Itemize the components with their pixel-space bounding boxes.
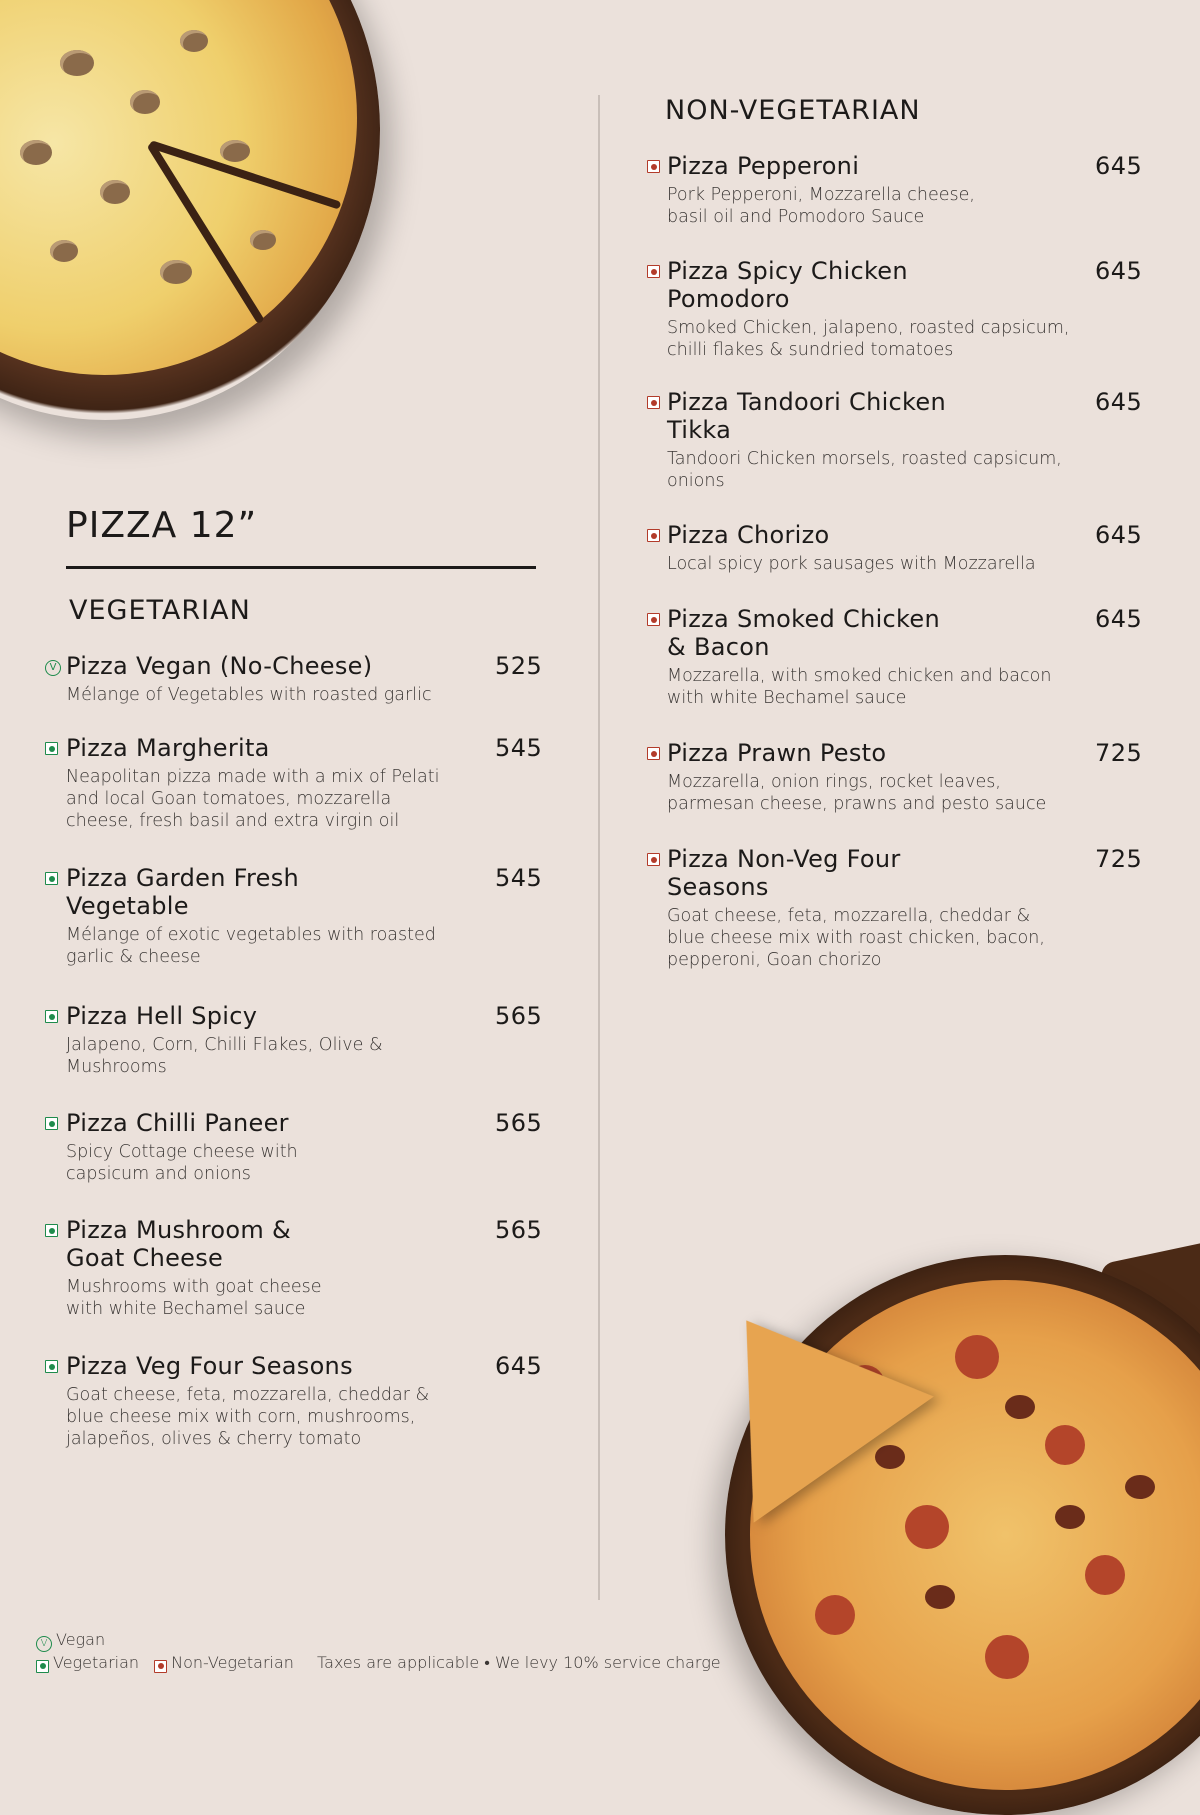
menu-item-price: 565 (495, 1002, 543, 1030)
veg-icon (36, 1660, 49, 1673)
menu-item-description: Mozzarella, with smoked chicken and bacon with white Bechamel sauce (667, 666, 1052, 708)
menu-item-price: 645 (1095, 521, 1143, 549)
legend-nonveg-label: Non-Vegetarian (171, 1653, 294, 1672)
nonveg-icon (647, 613, 660, 626)
mushroom-topping (180, 30, 208, 52)
menu-item-description: Goat cheese, feta, mozzarella, cheddar & blue cheese mix with roast chicken, bacon, pepperoni, Goan chorizo (667, 906, 1045, 970)
menu-item-name: Pizza Hell Spicy (66, 1002, 258, 1030)
menu-item (66, 1109, 543, 1185)
menu-item-name: Pizza Mushroom & Goat Cheese (66, 1216, 292, 1272)
page-title: PIZZA 12” (66, 505, 258, 546)
pepperoni-topping (815, 1595, 855, 1635)
pepperoni-topping (955, 1335, 999, 1379)
menu-item-name: Pizza Chilli Paneer (66, 1109, 289, 1137)
legend-vegan (36, 1630, 105, 1652)
menu-item-description: Neapolitan pizza made with a mix of Pelati and local Goan tomatoes, mozzarella cheese, fresh basil and extra virgin oil (66, 767, 440, 831)
menu-item-price: 545 (495, 864, 543, 892)
legend-veg-label: Vegetarian (53, 1653, 140, 1672)
menu-item-description: Goat cheese, feta, mozzarella, cheddar & blue cheese mix with corn, mushrooms, jalapeños, olives & cherry tomato (66, 1385, 430, 1449)
menu-item-name: Pizza Prawn Pesto (667, 739, 887, 767)
menu-item-price: 725 (1095, 739, 1143, 767)
nonvegetarian-heading: NON-VEGETARIAN (665, 95, 921, 126)
menu-item-price: 525 (495, 652, 543, 680)
column-divider (598, 95, 600, 1600)
menu-item (66, 652, 543, 706)
mushroom-topping (130, 90, 160, 114)
menu-item (667, 388, 1143, 492)
menu-item-price: 645 (1095, 152, 1143, 180)
menu-item-name: Pizza Vegan (No-Cheese) (66, 652, 373, 680)
menu-item (667, 845, 1143, 971)
veg-icon (45, 1010, 58, 1023)
menu-item-name: Pizza Margherita (66, 734, 270, 762)
vegetarian-heading: VEGETARIAN (69, 595, 251, 626)
menu-item-description: Mélange of Vegetables with roasted garlic (66, 685, 432, 705)
mushroom-topping (220, 140, 250, 162)
menu-item-price: 545 (495, 734, 543, 762)
nonveg-icon (647, 529, 660, 542)
menu-item-name: Pizza Garden Fresh Vegetable (66, 864, 300, 920)
nonveg-icon (647, 853, 660, 866)
menu-item-name: Pizza Veg Four Seasons (66, 1352, 353, 1380)
menu-item-description: Local spicy pork sausages with Mozzarella (667, 554, 1036, 574)
veg-icon (45, 1360, 58, 1373)
nonveg-icon (647, 396, 660, 409)
nonveg-icon (647, 747, 660, 760)
mushroom-topping (50, 240, 78, 262)
menu-item-price: 725 (1095, 845, 1143, 873)
menu-item (66, 1002, 543, 1078)
veg-icon (45, 1224, 58, 1237)
legend-types (36, 1653, 721, 1673)
menu-item (667, 739, 1143, 815)
menu-item-description: Spicy Cottage cheese with capsicum and onions (66, 1142, 298, 1184)
menu-item-description: Pork Pepperoni, Mozzarella cheese, basil oil and Pomodoro Sauce (667, 185, 975, 227)
menu-item (66, 1352, 543, 1450)
mushroom-topping (20, 140, 52, 165)
veg-icon (45, 742, 58, 755)
menu-item-description: Tandoori Chicken morsels, roasted capsicum, onions (667, 449, 1062, 491)
menu-item-name: Pizza Chorizo (667, 521, 830, 549)
menu-item-name: Pizza Tandoori Chicken Tikka (667, 388, 946, 444)
vegan-icon: V (45, 660, 61, 676)
nonveg-icon (154, 1660, 167, 1673)
mushroom-topping (250, 230, 276, 250)
pepperoni-topping (985, 1635, 1029, 1679)
nonveg-icon (647, 160, 660, 173)
menu-item-price: 645 (1095, 388, 1143, 416)
chorizo-topping (875, 1445, 905, 1469)
menu-item (667, 521, 1143, 575)
menu-item-description: Smoked Chicken, jalapeno, roasted capsicum, chilli flakes & sundried tomatoes (667, 318, 1070, 360)
mushroom-topping (100, 180, 130, 204)
menu-item-description: Mozzarella, onion rings, rocket leaves, parmesan cheese, prawns and pesto sauce (667, 772, 1047, 814)
tax-note: Taxes are applicable • We levy 10% service charge (317, 1653, 721, 1672)
menu-item (66, 1216, 543, 1320)
menu-item (66, 734, 543, 832)
menu-item (667, 605, 1143, 709)
chorizo-topping (1055, 1505, 1085, 1529)
mushroom-topping (60, 50, 94, 76)
menu-item-name: Pizza Spicy Chicken Pomodoro (667, 257, 908, 313)
menu-item-name: Pizza Smoked Chicken & Bacon (667, 605, 940, 661)
mushroom-pizza-image (0, 0, 380, 420)
menu-item-name: Pizza Non-Veg Four Seasons (667, 845, 901, 901)
menu-item (667, 152, 1143, 228)
chorizo-topping (1125, 1475, 1155, 1499)
vegan-icon: V (36, 1636, 52, 1652)
menu-item (66, 864, 543, 968)
menu-item-price: 565 (495, 1216, 543, 1244)
pepperoni-topping (1045, 1425, 1085, 1465)
menu-item-price: 645 (495, 1352, 543, 1380)
menu-item-description: Mushrooms with goat cheese with white Bechamel sauce (66, 1277, 322, 1319)
title-underline (66, 566, 536, 569)
pepperoni-topping (905, 1505, 949, 1549)
chorizo-topping (1005, 1395, 1035, 1419)
pepperoni-topping (1085, 1555, 1125, 1595)
chorizo-topping (925, 1585, 955, 1609)
menu-item-price: 645 (1095, 605, 1143, 633)
nonveg-icon (647, 265, 660, 278)
menu-item-description: Mélange of exotic vegetables with roasted garlic & cheese (66, 925, 436, 967)
menu-item-price: 565 (495, 1109, 543, 1137)
menu-item-description: Jalapeno, Corn, Chilli Flakes, Olive & Mushrooms (66, 1035, 383, 1077)
menu-item-price: 645 (1095, 257, 1143, 285)
mushroom-topping (160, 260, 192, 284)
veg-icon (45, 1117, 58, 1130)
menu-item-name: Pizza Pepperoni (667, 152, 860, 180)
menu-item (667, 257, 1143, 361)
legend-vegan-label: Vegan (56, 1630, 106, 1649)
veg-icon (45, 872, 58, 885)
